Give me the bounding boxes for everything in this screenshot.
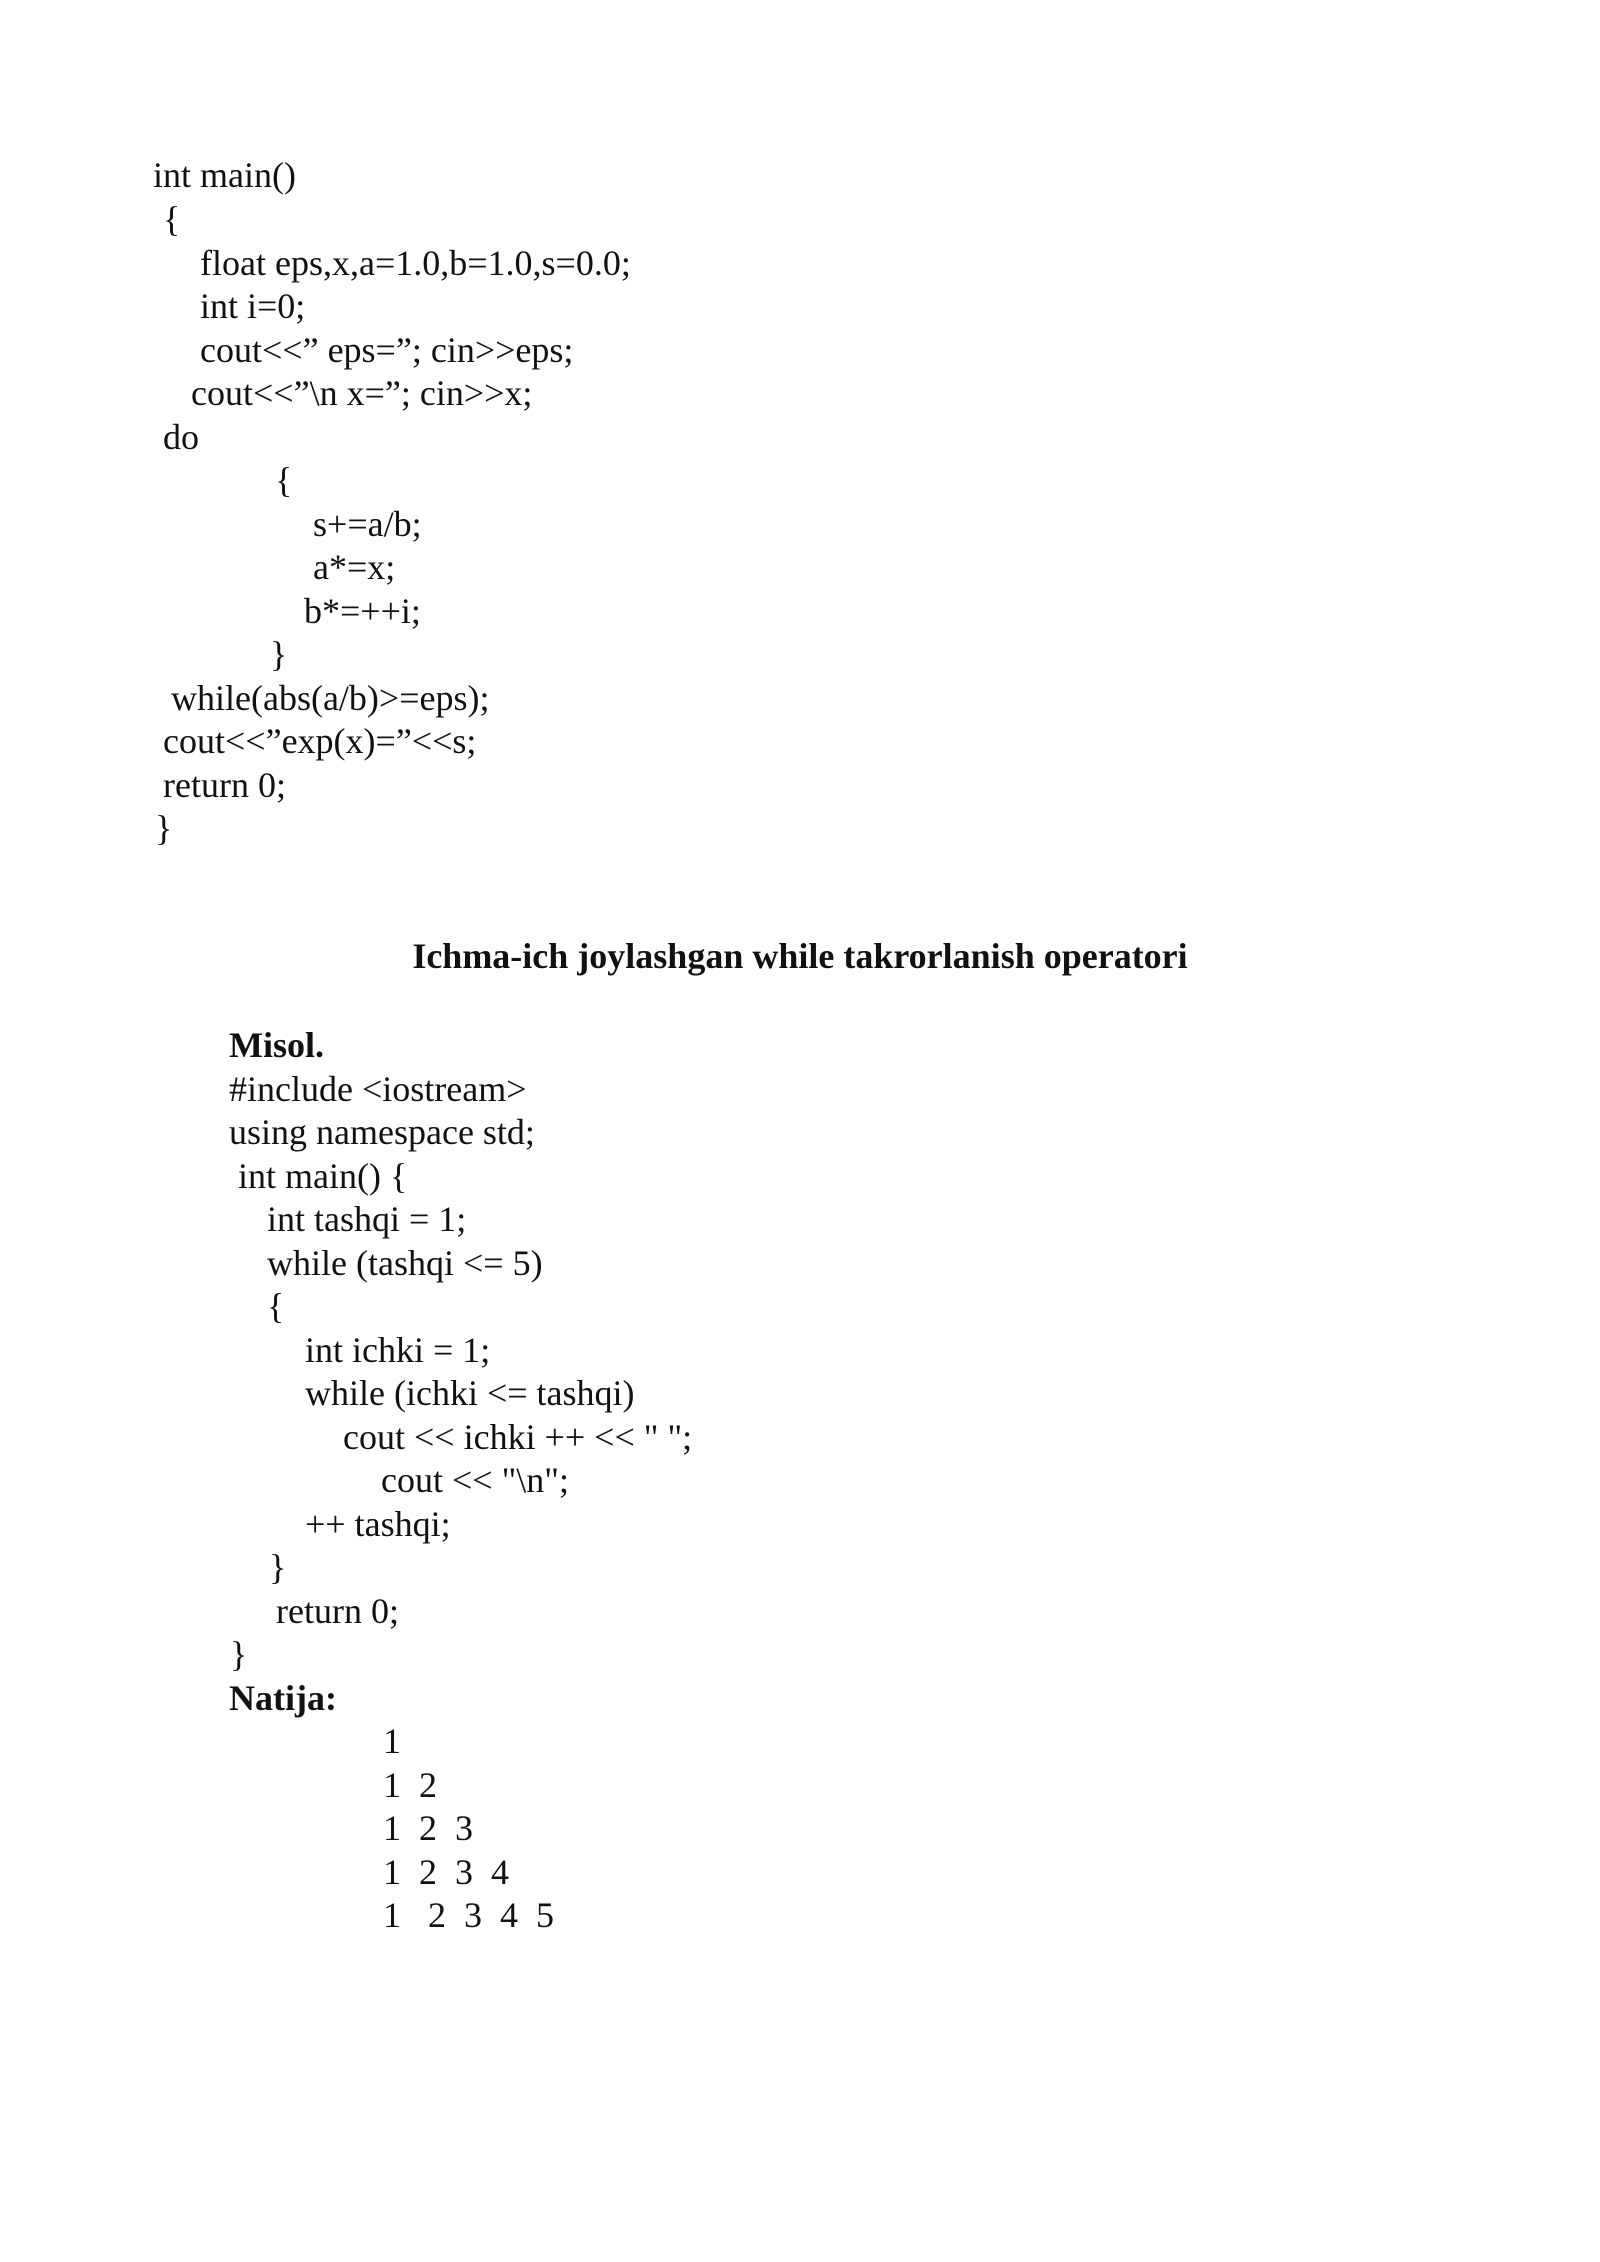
code-line: s+=a/b; xyxy=(313,504,422,544)
result-line: 1 2 xyxy=(383,1765,437,1805)
result-line: 1 2 3 4 xyxy=(383,1852,509,1892)
code-line: return 0; xyxy=(276,1591,399,1631)
code-line: cout<<”\n x=”; cin>>x; xyxy=(191,373,533,413)
code-line: while (tashqi <= 5) xyxy=(267,1243,543,1283)
example-label: Misol. xyxy=(229,1025,324,1065)
code-line: } xyxy=(270,634,288,674)
code-line: float eps,x,a=1.0,b=1.0,s=0.0; xyxy=(200,243,631,283)
code-line: while(abs(a/b)>=eps); xyxy=(171,678,490,718)
code-line: { xyxy=(267,1286,285,1326)
code-line: int i=0; xyxy=(200,286,306,326)
code-line: } xyxy=(269,1547,287,1587)
code-line: { xyxy=(275,460,293,500)
code-line: } xyxy=(230,1634,248,1674)
code-line: using namespace std; xyxy=(229,1112,535,1152)
code-line: ++ tashqi; xyxy=(305,1504,451,1544)
code-line: cout << "\n"; xyxy=(381,1460,569,1500)
code-line: return 0; xyxy=(163,765,286,805)
code-line: b*=++i; xyxy=(304,591,421,631)
code-line: cout<<”exp(x)=”<<s; xyxy=(163,721,477,761)
section-heading: Ichma-ich joylashgan while takrorlanish operatori xyxy=(412,936,1188,976)
code-line: { xyxy=(163,199,181,239)
result-line: 1 2 3 xyxy=(383,1808,473,1848)
code-line: int ichki = 1; xyxy=(305,1330,491,1370)
result-line: 1 xyxy=(383,1721,401,1761)
code-line: } xyxy=(155,808,173,848)
code-line: a*=x; xyxy=(313,547,396,587)
code-line: int tashqi = 1; xyxy=(267,1199,467,1239)
code-line: do xyxy=(163,417,199,457)
result-label: Natija: xyxy=(229,1678,337,1718)
code-line: cout << ichki ++ << " "; xyxy=(343,1417,693,1457)
result-line: 1 2 3 4 5 xyxy=(383,1895,554,1935)
code-line: #include <iostream> xyxy=(229,1069,527,1109)
code-line: int main() xyxy=(153,155,296,195)
code-line: while (ichki <= tashqi) xyxy=(305,1373,635,1413)
code-line: cout<<” eps=”; cin>>eps; xyxy=(200,330,574,370)
code-line: int main() { xyxy=(238,1156,408,1196)
